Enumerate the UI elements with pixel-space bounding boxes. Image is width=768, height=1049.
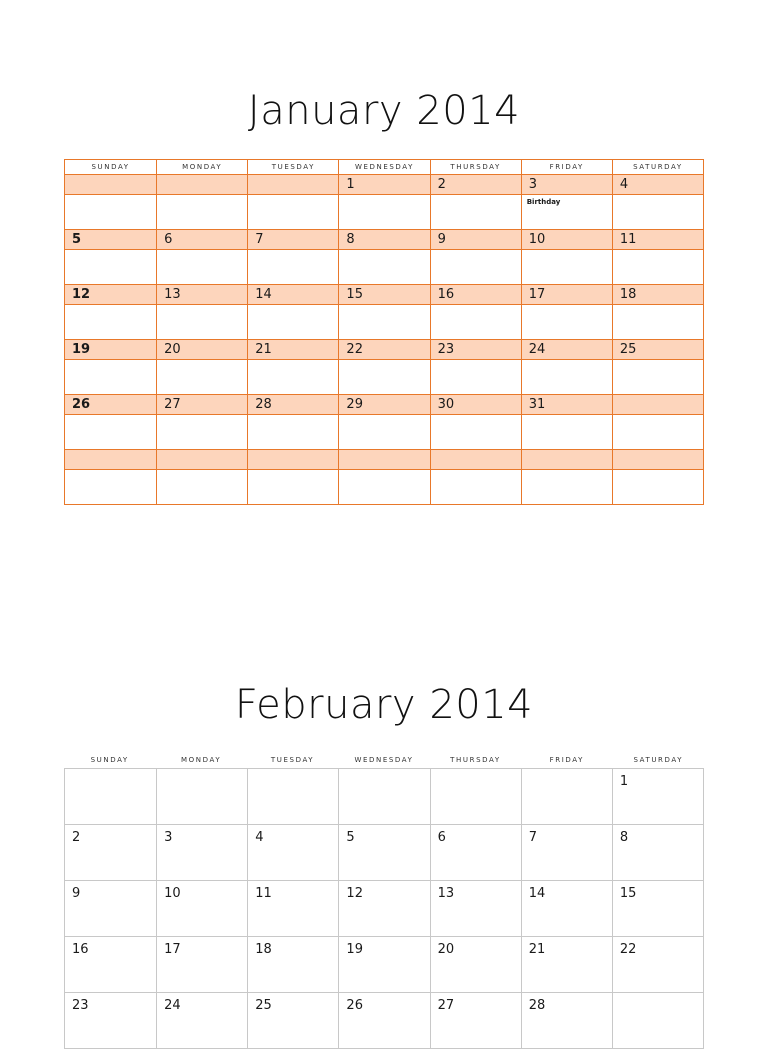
day-cell <box>65 175 156 194</box>
event-cell <box>521 415 612 449</box>
day-cell <box>65 769 156 824</box>
day-number: 21 <box>528 942 546 957</box>
day-number: 19 <box>72 342 91 357</box>
day-cell <box>430 340 521 359</box>
event-row <box>64 250 704 285</box>
event-cell <box>521 470 612 504</box>
day-number: 12 <box>346 886 363 901</box>
january-title: January 2014 <box>247 88 521 134</box>
day-number: 20 <box>164 342 181 357</box>
day-cell <box>156 825 247 880</box>
day-cell <box>65 285 156 304</box>
event-cell <box>338 360 429 394</box>
date-number-row <box>64 340 704 360</box>
day-cell <box>156 395 247 414</box>
day-cell <box>338 395 429 414</box>
day-number: 23 <box>437 342 455 357</box>
day-cell <box>156 340 247 359</box>
event-cell <box>156 250 247 284</box>
weekday-label: MONDAY <box>156 160 247 175</box>
day-cell <box>612 230 703 249</box>
day-cell <box>338 769 429 824</box>
event-cell <box>247 360 338 394</box>
day-cell <box>430 395 521 414</box>
day-cell <box>156 230 247 249</box>
weekday-label: TUESDAY <box>270 756 315 764</box>
day-cell <box>521 285 612 304</box>
day-cell <box>612 395 703 414</box>
day-cell <box>521 175 612 194</box>
february-weekday-header <box>64 753 704 769</box>
week-row <box>64 769 704 825</box>
event-cell <box>521 305 612 339</box>
day-cell <box>247 340 338 359</box>
day-cell <box>430 825 521 880</box>
day-cell <box>65 993 156 1048</box>
event-cell <box>521 360 612 394</box>
weekday-label: FRIDAY <box>549 756 585 764</box>
day-number: 27 <box>164 397 181 412</box>
event-cell <box>521 250 612 284</box>
event-cell <box>156 195 247 229</box>
weekday-label: WEDNESDAY <box>354 756 414 764</box>
day-number: 4 <box>255 830 264 845</box>
event-cell <box>156 415 247 449</box>
day-number: 14 <box>255 287 272 302</box>
date-number-row <box>64 450 704 470</box>
event-cell <box>65 470 156 504</box>
event-cell <box>65 250 156 284</box>
day-cell <box>521 340 612 359</box>
day-number: 2 <box>72 830 81 845</box>
february-calendar-grid <box>64 768 704 1049</box>
day-cell <box>521 825 612 880</box>
event-cell <box>430 195 521 229</box>
weekday-label: SUNDAY <box>90 756 129 764</box>
day-cell <box>521 937 612 992</box>
day-number: 26 <box>72 397 91 412</box>
event-row <box>64 415 704 450</box>
day-cell <box>247 285 338 304</box>
event-cell <box>430 470 521 504</box>
event-cell <box>430 305 521 339</box>
day-number: 3 <box>528 177 537 192</box>
date-number-row <box>64 230 704 250</box>
day-cell <box>65 395 156 414</box>
january-weekday-header <box>64 159 704 175</box>
day-number: 19 <box>346 942 363 957</box>
day-number: 14 <box>528 886 546 901</box>
week-row <box>64 881 704 937</box>
day-cell <box>156 937 247 992</box>
event-cell <box>612 195 703 229</box>
day-number: 25 <box>619 342 637 357</box>
day-number: 5 <box>72 232 82 247</box>
day-cell <box>65 825 156 880</box>
week-row <box>64 825 704 881</box>
day-cell <box>612 285 703 304</box>
week-row <box>64 993 704 1049</box>
day-number: 31 <box>528 397 546 412</box>
day-number: 18 <box>619 287 637 302</box>
day-cell <box>612 175 703 194</box>
event-cell <box>65 195 156 229</box>
january-calendar-grid <box>64 159 704 505</box>
event-cell <box>156 470 247 504</box>
event-cell <box>338 415 429 449</box>
day-cell <box>430 937 521 992</box>
weekday-label: THURSDAY <box>450 756 501 764</box>
weekday-label: TUESDAY <box>247 160 338 175</box>
date-number-row <box>64 395 704 415</box>
day-cell <box>521 769 612 824</box>
date-number-row <box>64 175 704 195</box>
day-number: 16 <box>437 287 455 302</box>
date-number-row <box>64 285 704 305</box>
event-cell <box>247 305 338 339</box>
day-cell <box>430 450 521 469</box>
day-cell <box>430 993 521 1048</box>
event-cell <box>430 250 521 284</box>
event-cell <box>612 415 703 449</box>
day-cell <box>612 825 703 880</box>
day-cell <box>612 340 703 359</box>
event-cell <box>247 470 338 504</box>
day-number: 9 <box>437 232 446 247</box>
weekday-label: SATURDAY <box>633 756 684 764</box>
day-number: 8 <box>346 232 355 247</box>
day-cell <box>521 450 612 469</box>
day-number: 25 <box>255 998 272 1013</box>
day-number: 16 <box>72 942 89 957</box>
day-cell <box>247 937 338 992</box>
day-number: 30 <box>437 397 455 412</box>
day-cell <box>156 285 247 304</box>
event-cell <box>338 195 429 229</box>
day-cell <box>521 993 612 1048</box>
day-cell <box>65 340 156 359</box>
day-cell <box>338 340 429 359</box>
day-cell <box>247 175 338 194</box>
day-number: 28 <box>255 397 272 412</box>
day-number: 23 <box>72 998 89 1013</box>
day-number: 12 <box>72 287 91 302</box>
day-number: 24 <box>528 342 546 357</box>
day-cell <box>338 230 429 249</box>
day-number: 10 <box>164 886 181 901</box>
day-number: 10 <box>528 232 546 247</box>
event-row <box>64 470 704 505</box>
event-cell <box>430 360 521 394</box>
day-number: 17 <box>528 287 546 302</box>
day-number: 3 <box>164 830 173 845</box>
day-cell <box>247 395 338 414</box>
weekday-label: THURSDAY <box>430 160 521 175</box>
day-cell <box>612 937 703 992</box>
day-cell <box>430 881 521 936</box>
event-cell <box>338 305 429 339</box>
day-cell <box>521 395 612 414</box>
weekday-label: FRIDAY <box>521 160 612 175</box>
day-cell <box>521 230 612 249</box>
day-cell <box>247 825 338 880</box>
day-number: 17 <box>164 942 181 957</box>
event-cell <box>247 195 338 229</box>
day-number: 5 <box>346 830 355 845</box>
event-cell <box>612 470 703 504</box>
event-cell <box>247 415 338 449</box>
day-number: 28 <box>528 998 546 1013</box>
day-cell <box>430 285 521 304</box>
day-cell <box>65 881 156 936</box>
weekday-label: SATURDAY <box>612 160 703 175</box>
day-cell <box>430 230 521 249</box>
day-cell <box>521 881 612 936</box>
day-number: 11 <box>619 232 637 247</box>
day-number: 4 <box>619 177 629 192</box>
day-cell <box>156 993 247 1048</box>
day-number: 15 <box>619 886 637 901</box>
day-cell <box>156 450 247 469</box>
day-number: 27 <box>437 998 455 1013</box>
day-cell <box>338 881 429 936</box>
event-cell <box>156 360 247 394</box>
event-cell <box>65 415 156 449</box>
day-cell <box>612 450 703 469</box>
weekday-label: WEDNESDAY <box>338 160 429 175</box>
event-cell <box>612 305 703 339</box>
day-cell <box>156 175 247 194</box>
day-number: 22 <box>619 942 637 957</box>
day-cell <box>338 285 429 304</box>
day-cell <box>247 450 338 469</box>
weekday-label: SUNDAY <box>91 163 130 171</box>
event-cell <box>612 360 703 394</box>
day-number: 21 <box>255 342 272 357</box>
day-number: 20 <box>437 942 455 957</box>
event-cell <box>65 360 156 394</box>
day-cell <box>338 450 429 469</box>
day-cell <box>247 769 338 824</box>
day-cell <box>65 230 156 249</box>
day-number: 13 <box>164 287 181 302</box>
day-cell <box>247 881 338 936</box>
day-cell <box>338 993 429 1048</box>
day-number: 22 <box>346 342 363 357</box>
day-cell <box>338 175 429 194</box>
day-cell <box>612 769 703 824</box>
day-cell <box>247 230 338 249</box>
day-cell <box>65 937 156 992</box>
day-number: 18 <box>255 942 272 957</box>
day-number: 24 <box>164 998 181 1013</box>
event-cell <box>156 305 247 339</box>
day-number: 7 <box>528 830 537 845</box>
event-row <box>64 195 704 230</box>
day-cell <box>156 769 247 824</box>
day-cell <box>338 825 429 880</box>
event-cell <box>612 250 703 284</box>
day-number: 1 <box>346 177 355 192</box>
event-text: Birthday <box>526 198 561 206</box>
day-number: 6 <box>437 830 446 845</box>
day-cell <box>65 450 156 469</box>
day-number: 7 <box>255 232 264 247</box>
weekday-label: MONDAY <box>181 756 222 764</box>
event-cell <box>338 250 429 284</box>
week-row <box>64 937 704 993</box>
event-cell <box>65 305 156 339</box>
day-number: 29 <box>346 397 363 412</box>
day-cell <box>247 993 338 1048</box>
event-cell <box>338 470 429 504</box>
day-cell <box>612 881 703 936</box>
day-cell <box>430 175 521 194</box>
february-title: February 2014 <box>234 682 534 728</box>
day-cell <box>156 881 247 936</box>
event-cell <box>430 415 521 449</box>
day-cell <box>338 937 429 992</box>
day-number: 6 <box>164 232 173 247</box>
day-number: 11 <box>255 886 272 901</box>
day-number: 15 <box>346 287 363 302</box>
day-number: 1 <box>619 774 629 789</box>
event-row <box>64 360 704 395</box>
day-cell <box>430 769 521 824</box>
day-number: 9 <box>72 886 81 901</box>
day-number: 8 <box>619 830 629 845</box>
event-cell <box>521 195 612 229</box>
day-cell <box>612 993 703 1048</box>
day-number: 13 <box>437 886 455 901</box>
day-number: 26 <box>346 998 363 1013</box>
event-row <box>64 305 704 340</box>
day-number: 2 <box>437 177 446 192</box>
event-cell <box>247 250 338 284</box>
